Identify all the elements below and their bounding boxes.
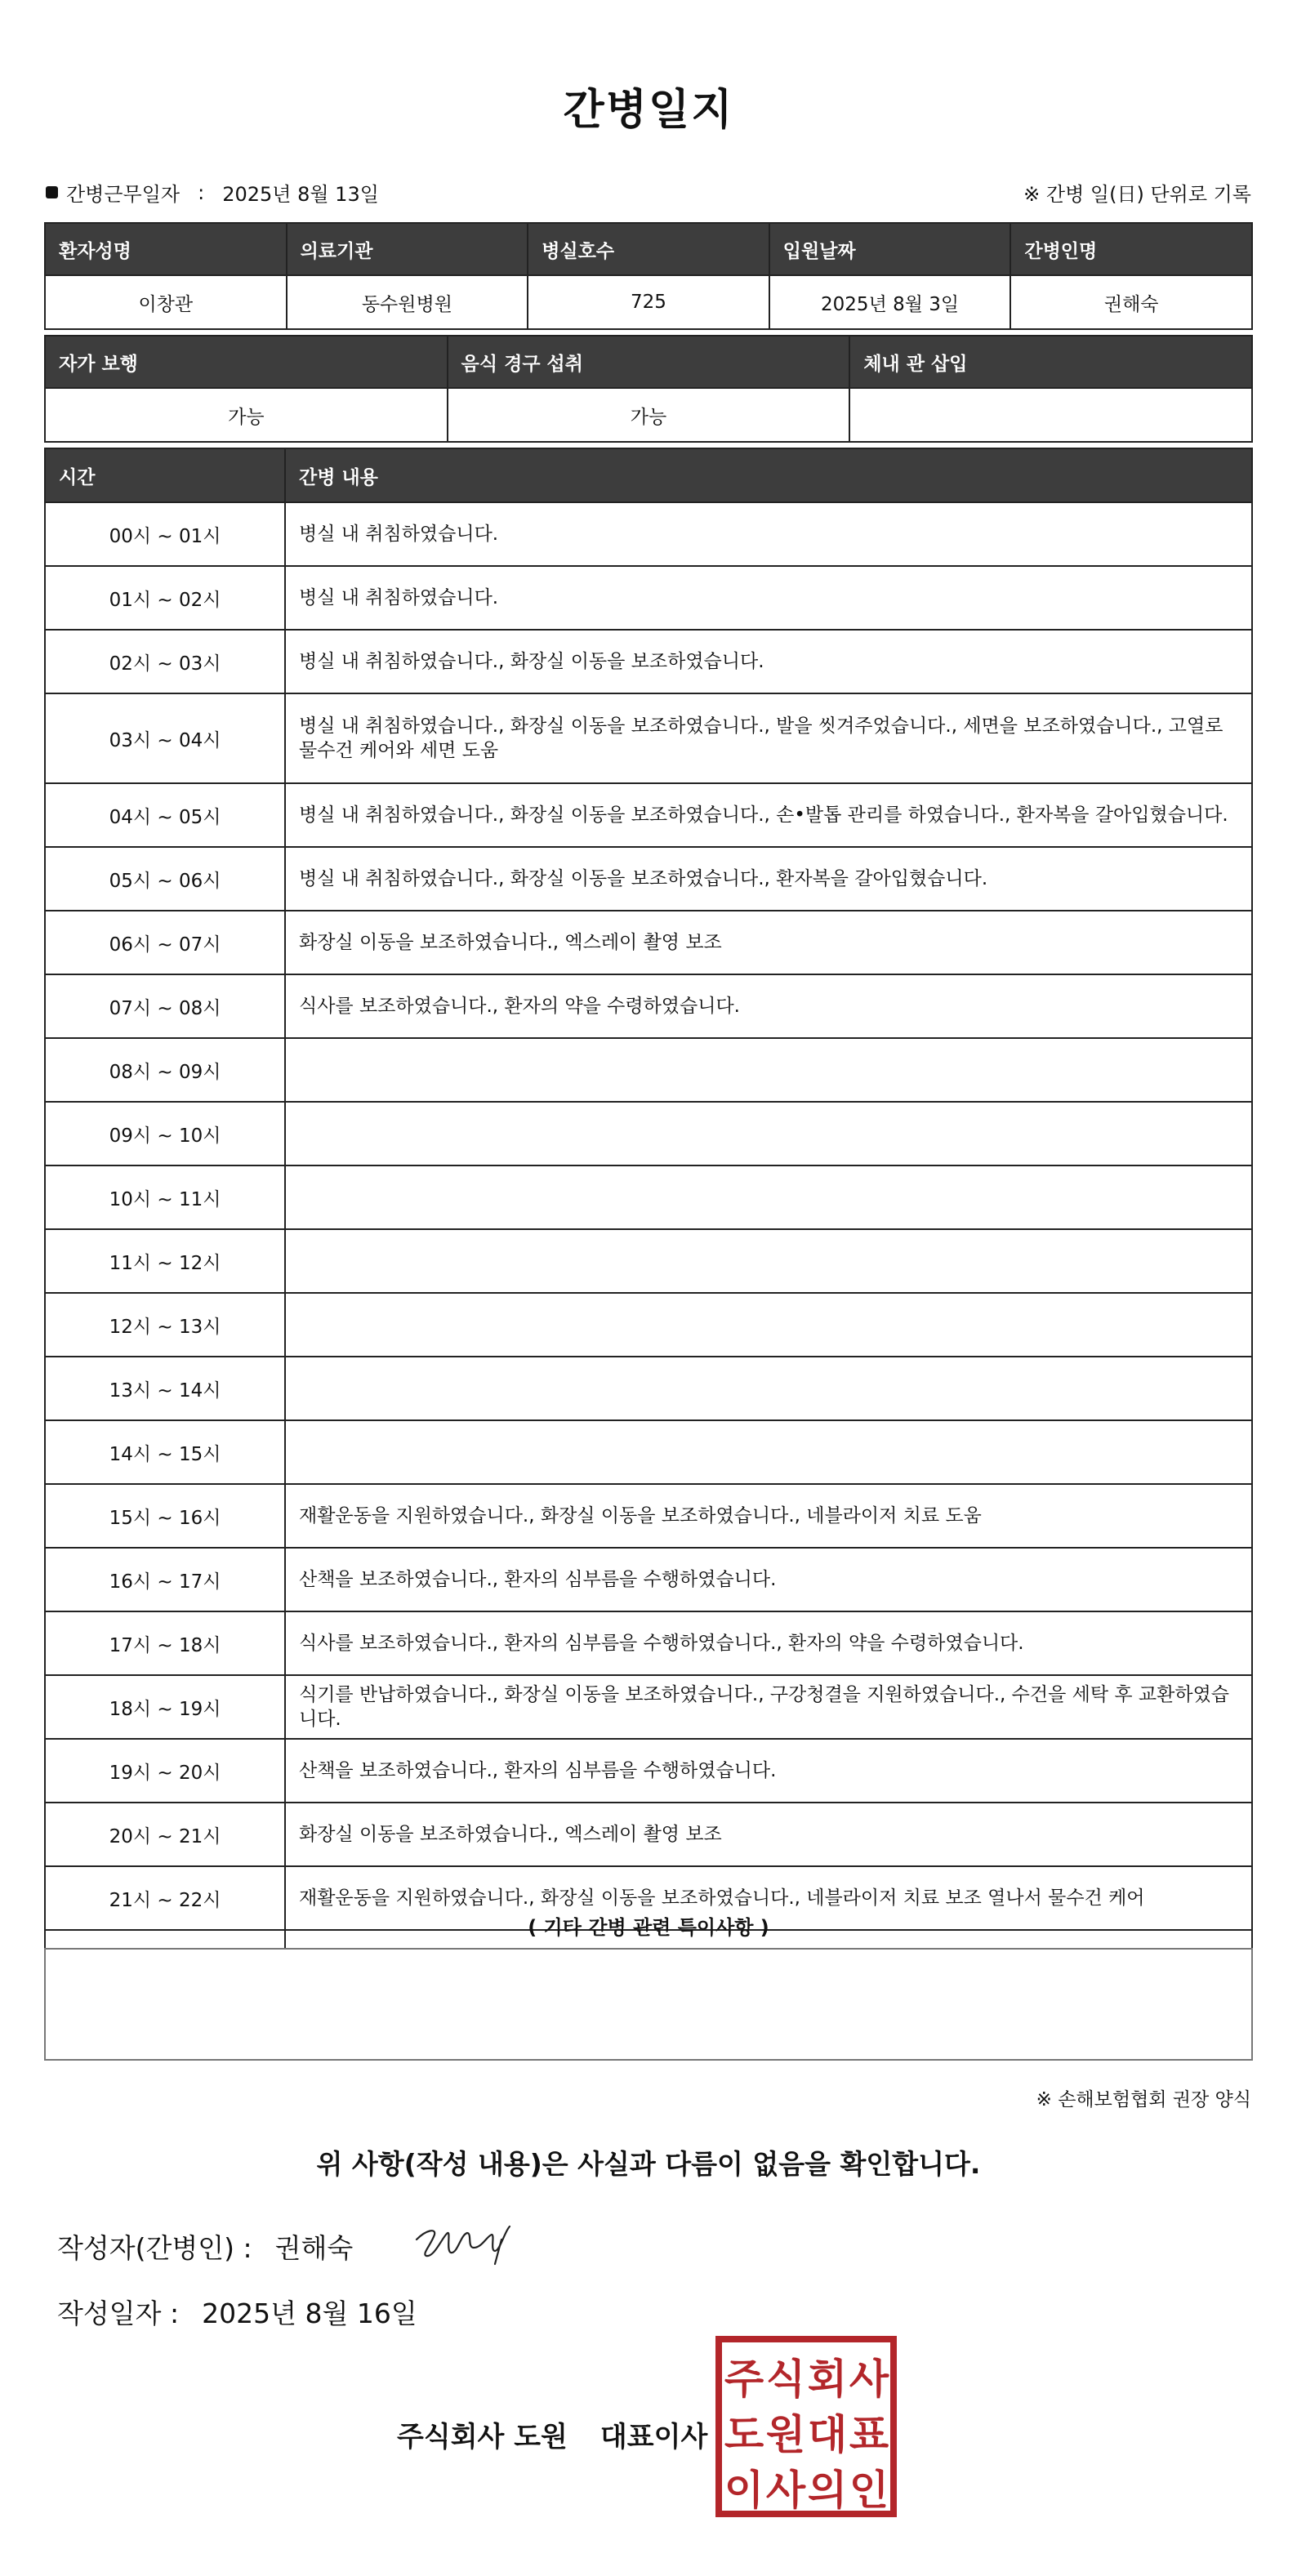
header-cell: 간병인명 xyxy=(1010,223,1252,275)
work-date-value: 2025년 8월 13일 xyxy=(222,183,379,206)
care-content-cell: 화장실 이동을 보조하였습니다., 엑스레이 촬영 보조 xyxy=(285,1803,1252,1866)
care-content-cell: 병실 내 취침하였습니다., 화장실 이동을 보조하였습니다., 손•발톱 관리를 하였습니다., 환자복을 갈아입혔습니다. xyxy=(285,783,1252,847)
seal-character: 식 xyxy=(765,2355,806,2403)
time-cell: 19시 ~ 20시 xyxy=(45,1739,285,1803)
table-row xyxy=(45,1038,1252,1102)
header-cell: 음식 경구 섭취 xyxy=(448,336,850,388)
seal-character: 대 xyxy=(807,2411,848,2458)
time-cell: 06시 ~ 07시 xyxy=(45,911,285,974)
written-date-line xyxy=(57,2293,417,2331)
care-content-cell: 재활운동을 지원하였습니다., 화장실 이동을 보조하였습니다., 네블라이저 치료 보조 열나서 물수건 케어 xyxy=(285,1866,1252,1930)
care-log-body xyxy=(45,502,1252,2057)
care-content-cell: 식기를 반납하였습니다., 화장실 이동을 보조하였습니다., 구강청결을 지원하였습니다., 수건을 세탁 후 교환하였습니다. xyxy=(285,1675,1252,1739)
table-row xyxy=(45,1293,1252,1357)
room-number-cell: 725 xyxy=(528,275,769,329)
seal-character: 사 xyxy=(849,2355,889,2403)
company-seal xyxy=(714,2334,898,2519)
time-cell: 00시 ~ 01시 xyxy=(45,502,285,566)
time-cell: 11시 ~ 12시 xyxy=(45,1229,285,1293)
header-cell: 병실호수 xyxy=(528,223,769,275)
time-cell: 16시 ~ 17시 xyxy=(45,1548,285,1611)
table-row xyxy=(45,1548,1252,1611)
time-cell: 15시 ~ 16시 xyxy=(45,1484,285,1548)
time-header: 시간 xyxy=(45,448,285,502)
care-content-cell xyxy=(285,1229,1252,1293)
table-row xyxy=(45,1420,1252,1484)
time-cell: 01시 ~ 02시 xyxy=(45,566,285,630)
seal-character: 인 xyxy=(849,2467,889,2514)
content-header: 간병 내용 xyxy=(285,448,1252,502)
header-cell: 체내 관 삽입 xyxy=(849,336,1252,388)
header-cell: 의료기관 xyxy=(287,223,528,275)
header-cell: 자가 보행 xyxy=(45,336,448,388)
care-content-cell xyxy=(285,1165,1252,1229)
notes-box xyxy=(44,1948,1253,2061)
seal-character: 도 xyxy=(724,2411,764,2458)
time-cell: 05시 ~ 06시 xyxy=(45,847,285,911)
seal-character: 원 xyxy=(765,2411,806,2458)
care-content-cell: 식사를 보조하였습니다., 환자의 심부름을 수행하였습니다., 환자의 약을 수령하였습니다. xyxy=(285,1611,1252,1675)
admission-date-cell: 2025년 8월 3일 xyxy=(769,275,1011,329)
time-cell: 08시 ~ 09시 xyxy=(45,1038,285,1102)
seal-character: 표 xyxy=(849,2411,889,2458)
seal-character: 주 xyxy=(724,2355,764,2403)
care-content-cell: 병실 내 취침하였습니다., 화장실 이동을 보조하였습니다. xyxy=(285,630,1252,693)
time-cell: 03시 ~ 04시 xyxy=(45,693,285,783)
table-row xyxy=(45,502,1252,566)
seal-character: 회 xyxy=(807,2355,848,2403)
hospital-cell: 동수원병원 xyxy=(287,275,528,329)
table-row xyxy=(45,693,1252,783)
care-content-cell: 병실 내 취침하였습니다., 화장실 이동을 보조하였습니다., 환자복을 갈아입혔습니다. xyxy=(285,847,1252,911)
time-cell: 04시 ~ 05시 xyxy=(45,783,285,847)
time-cell: 07시 ~ 08시 xyxy=(45,974,285,1038)
time-cell: 09시 ~ 10시 xyxy=(45,1102,285,1165)
table-row xyxy=(45,630,1252,693)
table-row xyxy=(45,1484,1252,1548)
table-row xyxy=(45,1739,1252,1803)
company-line xyxy=(397,2414,707,2454)
care-content-cell xyxy=(285,1420,1252,1484)
table-row xyxy=(45,566,1252,630)
time-cell: 18시 ~ 19시 xyxy=(45,1675,285,1739)
time-cell: 14시 ~ 15시 xyxy=(45,1420,285,1484)
self-walking-cell: 가능 xyxy=(45,388,448,442)
care-content-cell: 병실 내 취침하였습니다., 화장실 이동을 보조하였습니다., 발을 씻겨주었습니다., 세면을 보조하였습니다., 고열로 물수건 케어와 세면 도움 xyxy=(285,693,1252,783)
company-role: 대표이사 xyxy=(599,2421,708,2453)
care-content-cell xyxy=(285,1293,1252,1357)
bullet-icon xyxy=(46,186,58,198)
care-log-table xyxy=(44,448,1253,2058)
writer-line xyxy=(57,2227,353,2266)
oral-intake-cell: 가능 xyxy=(448,388,850,442)
time-cell: 12시 ~ 13시 xyxy=(45,1293,285,1357)
patient-status-table xyxy=(44,335,1253,443)
written-date-label: 작성일자 : xyxy=(57,2297,180,2329)
work-date-line xyxy=(46,178,379,207)
writer-name: 권해숙 xyxy=(274,2232,354,2264)
writer-label: 작성자(간병인) : xyxy=(57,2232,252,2264)
table-row xyxy=(45,974,1252,1038)
care-content-cell: 화장실 이동을 보조하였습니다., 엑스레이 촬영 보조 xyxy=(285,911,1252,974)
table-row xyxy=(45,388,1252,442)
patient-name-cell: 이창관 xyxy=(45,275,287,329)
time-cell: 13시 ~ 14시 xyxy=(45,1357,285,1420)
time-cell: 17시 ~ 18시 xyxy=(45,1611,285,1675)
table-row xyxy=(45,1229,1252,1293)
table-row xyxy=(45,1803,1252,1866)
table-row xyxy=(45,1102,1252,1165)
care-content-cell: 병실 내 취침하였습니다. xyxy=(285,566,1252,630)
form-reference: ※ 손해보험협회 권장 양식 xyxy=(1036,2089,1251,2110)
tube-insertion-cell xyxy=(849,388,1252,442)
time-cell: 10시 ~ 11시 xyxy=(45,1165,285,1229)
table-row xyxy=(45,1165,1252,1229)
table-row xyxy=(45,847,1252,911)
seal-character: 사 xyxy=(765,2467,806,2514)
care-content-cell: 산책을 보조하였습니다., 환자의 심부름을 수행하였습니다. xyxy=(285,1548,1252,1611)
signature xyxy=(410,2215,516,2272)
care-content-cell xyxy=(285,1357,1252,1420)
table-row xyxy=(45,911,1252,974)
header-cell: 환자성명 xyxy=(45,223,287,275)
time-cell: 21시 ~ 22시 xyxy=(45,1866,285,1930)
care-content-cell: 병실 내 취침하였습니다. xyxy=(285,502,1252,566)
work-date-separator: : xyxy=(198,180,205,204)
written-date-value: 2025년 8월 16일 xyxy=(202,2297,417,2329)
table-header-row xyxy=(45,223,1252,275)
caregiver-name-cell: 권해숙 xyxy=(1010,275,1252,329)
care-content-cell xyxy=(285,1102,1252,1165)
company-name: 주식회사 도원 xyxy=(397,2421,568,2453)
table-header-row xyxy=(45,336,1252,388)
confirmation-statement: 위 사항(작성 내용)은 사실과 다름이 없음을 확인합니다. xyxy=(316,2148,981,2180)
table-row xyxy=(45,1611,1252,1675)
table-row xyxy=(45,275,1252,329)
time-cell: 20시 ~ 21시 xyxy=(45,1803,285,1866)
record-unit-note: ※ 간병 일(日) 단위로 기록 xyxy=(1023,183,1251,206)
header-cell: 입원날짜 xyxy=(769,223,1011,275)
table-header-row xyxy=(45,448,1252,502)
document-title: 간병일지 xyxy=(563,86,734,135)
work-date-label: 간병근무일자 xyxy=(66,183,181,206)
table-row xyxy=(45,783,1252,847)
seal-character: 이 xyxy=(724,2467,764,2514)
care-content-cell: 산책을 보조하였습니다., 환자의 심부름을 수행하였습니다. xyxy=(285,1739,1252,1803)
notes-title: ( 기타 간병 관련 특이사항 ) xyxy=(528,1916,769,1939)
care-content-cell: 재활운동을 지원하였습니다., 화장실 이동을 보조하였습니다., 네블라이저 치료 도움 xyxy=(285,1484,1252,1548)
table-row xyxy=(45,1675,1252,1739)
care-content-cell xyxy=(285,1038,1252,1102)
table-row xyxy=(45,1357,1252,1420)
care-content-cell: 식사를 보조하였습니다., 환자의 약을 수령하였습니다. xyxy=(285,974,1252,1038)
patient-info-table xyxy=(44,222,1253,330)
seal-character: 의 xyxy=(807,2467,848,2514)
time-cell: 02시 ~ 03시 xyxy=(45,630,285,693)
